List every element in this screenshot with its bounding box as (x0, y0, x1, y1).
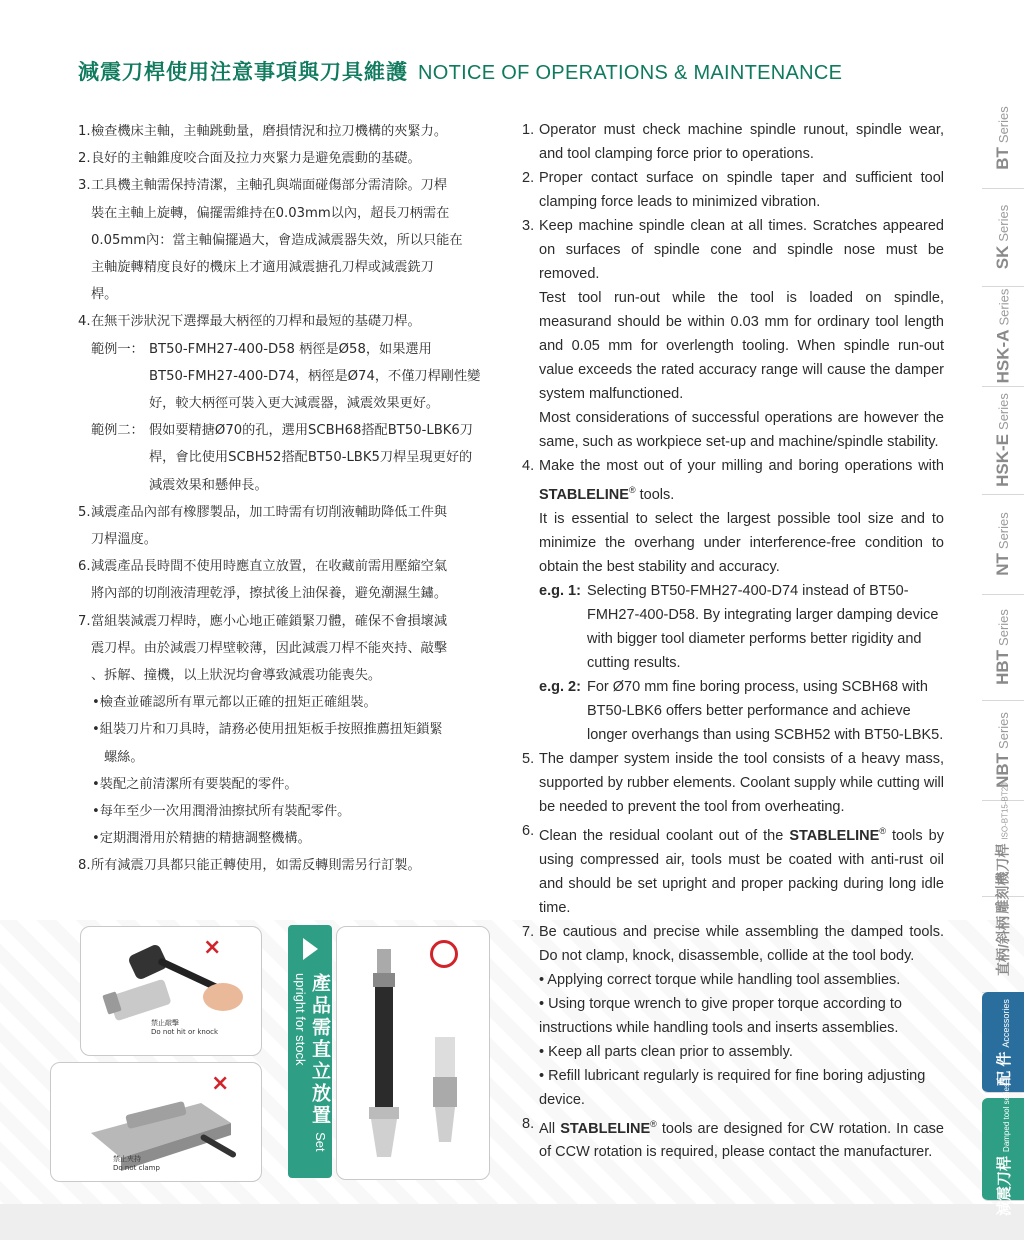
tab-nbt-series[interactable]: NBTSeries (982, 700, 1024, 801)
do-not-knock-image (80, 926, 262, 1056)
zh-item-8: 8.所有減震刀具都只能正轉使用，如需反轉則需另行訂製。 (78, 858, 421, 874)
zh-item-7-line: 震刀桿。由於減震刀桿壁較薄，因此減震刀桿不能夾持、敲擊 (91, 640, 448, 656)
prohibited-mark: × (211, 1071, 230, 1096)
en-item-1: 1. Operator must check machine spindle runout, spindle wear, and tool clamping force prior to operations. (522, 122, 944, 162)
tab-hsk-a-series[interactable]: HSK-ASeries (982, 286, 1024, 387)
zh-bullet: •組裝刀片和刀具時，請務必使用扭矩板手按照推薦扭矩鎖緊 (92, 722, 443, 738)
zh-item-6-line: 將內部的切削液清理乾淨，擦拭後上油保養，避免潮濕生鏽。 (91, 586, 448, 602)
en-item-7: 7. Be cautious and precise while assembling the damped tools. Do not clamp, knock, disassemble, collide at the tool body. (522, 923, 944, 964)
tab-nt-series[interactable]: NTSeries (982, 494, 1024, 595)
clamp-caption: 禁止夾持 Do not clamp (113, 1155, 160, 1172)
zh-item-7-line: 、拆解、撞機，以上狀況均會導致減震功能喪失。 (91, 668, 382, 684)
zh-item-3-line: 桿。 (91, 287, 118, 303)
footer-strip (0, 1204, 1024, 1240)
tab-hsk-e-series[interactable]: HSK-ESeries (982, 386, 1024, 495)
en-item-5: 5. The damper system inside the tool consists of a heavy mass, supported by rubber elements. Coolant supply while cutting will be needed to prevent the tool from overheating. (522, 750, 944, 815)
zh-example-2: 範例二： 假如要精搪Ø70的孔，選用SCBH68搭配BT50-LBK6刀 桿，會比使用SCBH52搭配BT50-LBK5刀桿呈現更好的 減震效果和懸伸長。 (91, 423, 473, 493)
zh-item-6: 6.減震產品長時間不使用時應直立放置，在收藏前需用壓縮空氣 (78, 559, 448, 575)
zh-item-7: 7.當組裝減震刀桿時，應小心地正確鎖緊刀體，確保不會損壞減 (78, 613, 448, 629)
zh-item-3-line: 0.05mm內：當主軸偏擺過大，會造成減震器失效，所以只能在 (91, 232, 463, 248)
zh-bullet-line: 螺絲。 (104, 749, 144, 765)
tab-engraving-holder[interactable]: 雕刻機刀桿ISO-BT15-BT20 (982, 800, 1024, 897)
title-zh: 減震刀桿使用注意事項與刀具維護 (78, 60, 408, 84)
zh-item-5: 5.減震產品內部有橡膠製品，加工時需有切削液輔助降低工件與 (78, 504, 448, 520)
upright-stock-label: 產品需直立放置 Set upright for stock (293, 973, 331, 1152)
en-example-2: e.g. 2: For Ø70 mm fine boring process, using SCBH68 with BT50-LBK6 offers better performance and achieve longer overhangs than using SCBH52 with BT50-LBK5. (539, 678, 944, 743)
en-item-2: 2. Proper contact surface on spindle taper and sufficient tool clamping force leads to minimized vibration. (522, 170, 944, 210)
en-bullet: • Applying correct torque while handling tool assemblies. (539, 971, 901, 988)
en-bullet: • Using torque wrench to give proper torque according to instructions while handling tools and inserts assemblies. (539, 995, 902, 1036)
en-item-3-paragraph: Test tool run-out while the tool is loaded on spindle, measurand should be within 0.03 mm for ordinary tool length and 0.05 mm for overlength tooling. When spindle run-out value exceeds the rated accuracy range will cause the damper system malfunctioned. (539, 290, 944, 402)
en-item-4-paragraph: It is essential to select the largest possible tool size and to minimize the overhang under interference-free condition to obtain the best stability and accuracy. (539, 510, 944, 575)
upright-tools-image (336, 926, 490, 1180)
tab-damped-tool-series[interactable]: 減震刀桿Damped tool series (982, 1098, 1024, 1201)
tab-accessories[interactable]: 配 件Accessories (982, 992, 1024, 1093)
tab-hbt-series[interactable]: HBTSeries (982, 594, 1024, 701)
prohibited-mark: × (203, 935, 222, 960)
zh-item-3: 3.工具機主軸需保持清潔，主軸孔與端面碰傷部分需清除。刀桿 (78, 178, 448, 194)
tab-straight-shank[interactable]: 直柄/斜柄 (982, 896, 1024, 993)
do-not-clamp-image (50, 1062, 262, 1182)
english-notice-column (522, 118, 944, 1164)
knock-caption: 禁止敲擊 Do not hit or knock (151, 1019, 218, 1036)
upright-stock-banner (288, 925, 332, 1178)
zh-bullet: •每年至少一次用潤滑油擦拭所有裝配零件。 (92, 804, 351, 820)
brand-name: STABLELINE (539, 486, 629, 503)
series-sidebar (982, 88, 1024, 1216)
zh-item-5-line: 刀桿溫度。 (91, 532, 157, 548)
zh-item-2: 2.良好的主軸錐度咬合面及拉力夾緊力是避免震動的基礎。 (78, 151, 421, 167)
tab-bt-series[interactable]: BTSeries (982, 88, 1024, 189)
zh-bullet: •定期潤滑用於精搪的精搪調整機構。 (92, 831, 311, 847)
tab-sk-series[interactable]: SKSeries (982, 188, 1024, 287)
chinese-notice-column (78, 118, 496, 880)
en-item-6: 6. Clean the residual coolant out of the STABLELINE® tools by using compressed air, tools must be coated with anti-rust oil and should be set upright and proper packing during long idle time. (522, 822, 945, 916)
en-bullet: • Refill lubricant regularly is required for fine boring adjusting device. (539, 1067, 926, 1108)
en-item-3-paragraph: Most considerations of successful operations are however the same, such as workpiece set-up and machine/spindle stability. (539, 410, 944, 450)
arrow-right-icon (296, 935, 324, 963)
en-example-1: e.g. 1: Selecting BT50-FMH27-400-D74 instead of BT50-FMH27-400-D58. By integrating larger damping device with bigger tool diameter performs better rigidity and cutting results. (539, 582, 939, 671)
en-item-3: 3. Keep machine spindle clean at all times. Scratches appeared on surfaces of spindle cone and spindle nose must be removed. (522, 218, 944, 282)
upright-tools-illustration (337, 927, 489, 1179)
zh-item-3-line: 主軸旋轉精度良好的機床上才適用減震搪孔刀桿或減震銑刀 (91, 260, 434, 276)
zh-item-3-line: 裝在主軸上旋轉，偏擺需維持在0.03mm以內，超長刀柄需在 (91, 205, 450, 221)
approved-mark (430, 940, 458, 968)
zh-bullet: •檢查並確認所有單元都以正確的扭矩正確組裝。 (92, 695, 377, 711)
en-bullet: • Keep all parts clean prior to assembly. (539, 1043, 793, 1060)
page-title (78, 56, 842, 86)
title-en: NOTICE OF OPERATIONS & MAINTENANCE (418, 62, 843, 84)
zh-bullet: •裝配之前清潔所有要裝配的零件。 (92, 776, 298, 792)
en-item-4: 4. Make the most out of your milling and boring operations with STABLELINE® tools. (522, 458, 944, 503)
zh-item-4: 4.在無干涉狀況下選擇最大柄徑的刀桿和最短的基礎刀桿。 (78, 314, 421, 330)
zh-item-1: 1.檢查機床主軸，主軸跳動量，磨損情況和拉刀機構的夾緊力。 (78, 124, 448, 139)
zh-example-1: 範例一： BT50-FMH27-400-D58 柄徑是Ø58，如果選用 BT50-FMH27-400-D74，柄徑是Ø74，不僅刀桿剛性變 好，較大柄徑可裝入更大減震器，減震效果更好。 (91, 341, 481, 412)
en-item-8: 8. All STABLELINE® tools are designed for CW rotation. In case of CCW rotation is required, please contact the manufacturer. (522, 1115, 944, 1161)
